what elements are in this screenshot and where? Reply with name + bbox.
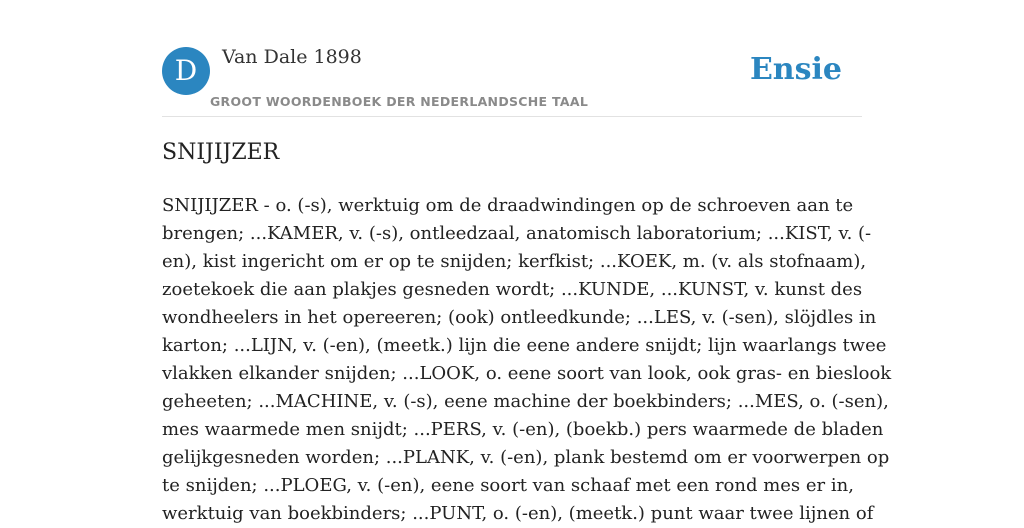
dictionary-title[interactable]: Van Dale 1898 bbox=[222, 46, 362, 68]
definition-line: zoetekoek die aan plakjes gesneden wordt; ...KUNDE, ...KUNST, v. kunst des bbox=[162, 279, 863, 300]
definition-line: brengen; ...KAMER, v. (-s), ontleedzaal, anatomisch laboratorium; ...KIST, v. (- bbox=[162, 223, 872, 244]
dictionary-logo[interactable]: D bbox=[162, 47, 210, 95]
definition-line: werktuig van boekbinders; ...PUNT, o. (-en), (meetk.) punt waar twee lijnen of bbox=[162, 503, 874, 524]
definition-line: mes waarmede men snijdt; ...PERS, v. (-en), (boekb.) pers waarmede de bladen bbox=[162, 419, 884, 440]
definition-line: SNIJIJZER - o. (-s), werktuig om de draadwindingen op de schroeven aan te bbox=[162, 195, 854, 216]
dictionary-subtitle: GROOT WOORDENBOEK DER NEDERLANDSCHE TAAL bbox=[210, 94, 589, 109]
definition-line: karton; ...LIJN, v. (-en), (meetk.) lijn die eene andere snijdt; lijn waarlangs twee bbox=[162, 335, 887, 356]
entry-headword: SNIJIJZER bbox=[162, 140, 280, 165]
entry-definition bbox=[162, 192, 892, 528]
definition-line: vlakken elkander snijden; ...LOOK, o. eene soort van look, ook gras- en bieslook bbox=[162, 363, 892, 384]
definition-line: wondheelers in het opereeren; (ook) ontleedkunde; ...LES, v. (-sen), slöjdles in bbox=[162, 307, 877, 328]
definition-line: te snijden; ...PLOEG, v. (-en), eene soort van schaaf met een rond mes er in, bbox=[162, 475, 854, 496]
brand-logo[interactable]: Ensie bbox=[749, 52, 842, 87]
dictionary-header bbox=[162, 46, 862, 117]
definition-line: geheeten; ...MACHINE, v. (-s), eene machine der boekbinders; ...MES, o. (-sen), bbox=[162, 391, 889, 412]
definition-line: en), kist ingericht om er op te snijden; kerfkist; ...KOEK, m. (v. als stofnaam), bbox=[162, 251, 867, 272]
definition-line: gelijkgesneden worden; ...PLANK, v. (-en), plank bestemd om er voorwerpen op bbox=[162, 447, 890, 468]
